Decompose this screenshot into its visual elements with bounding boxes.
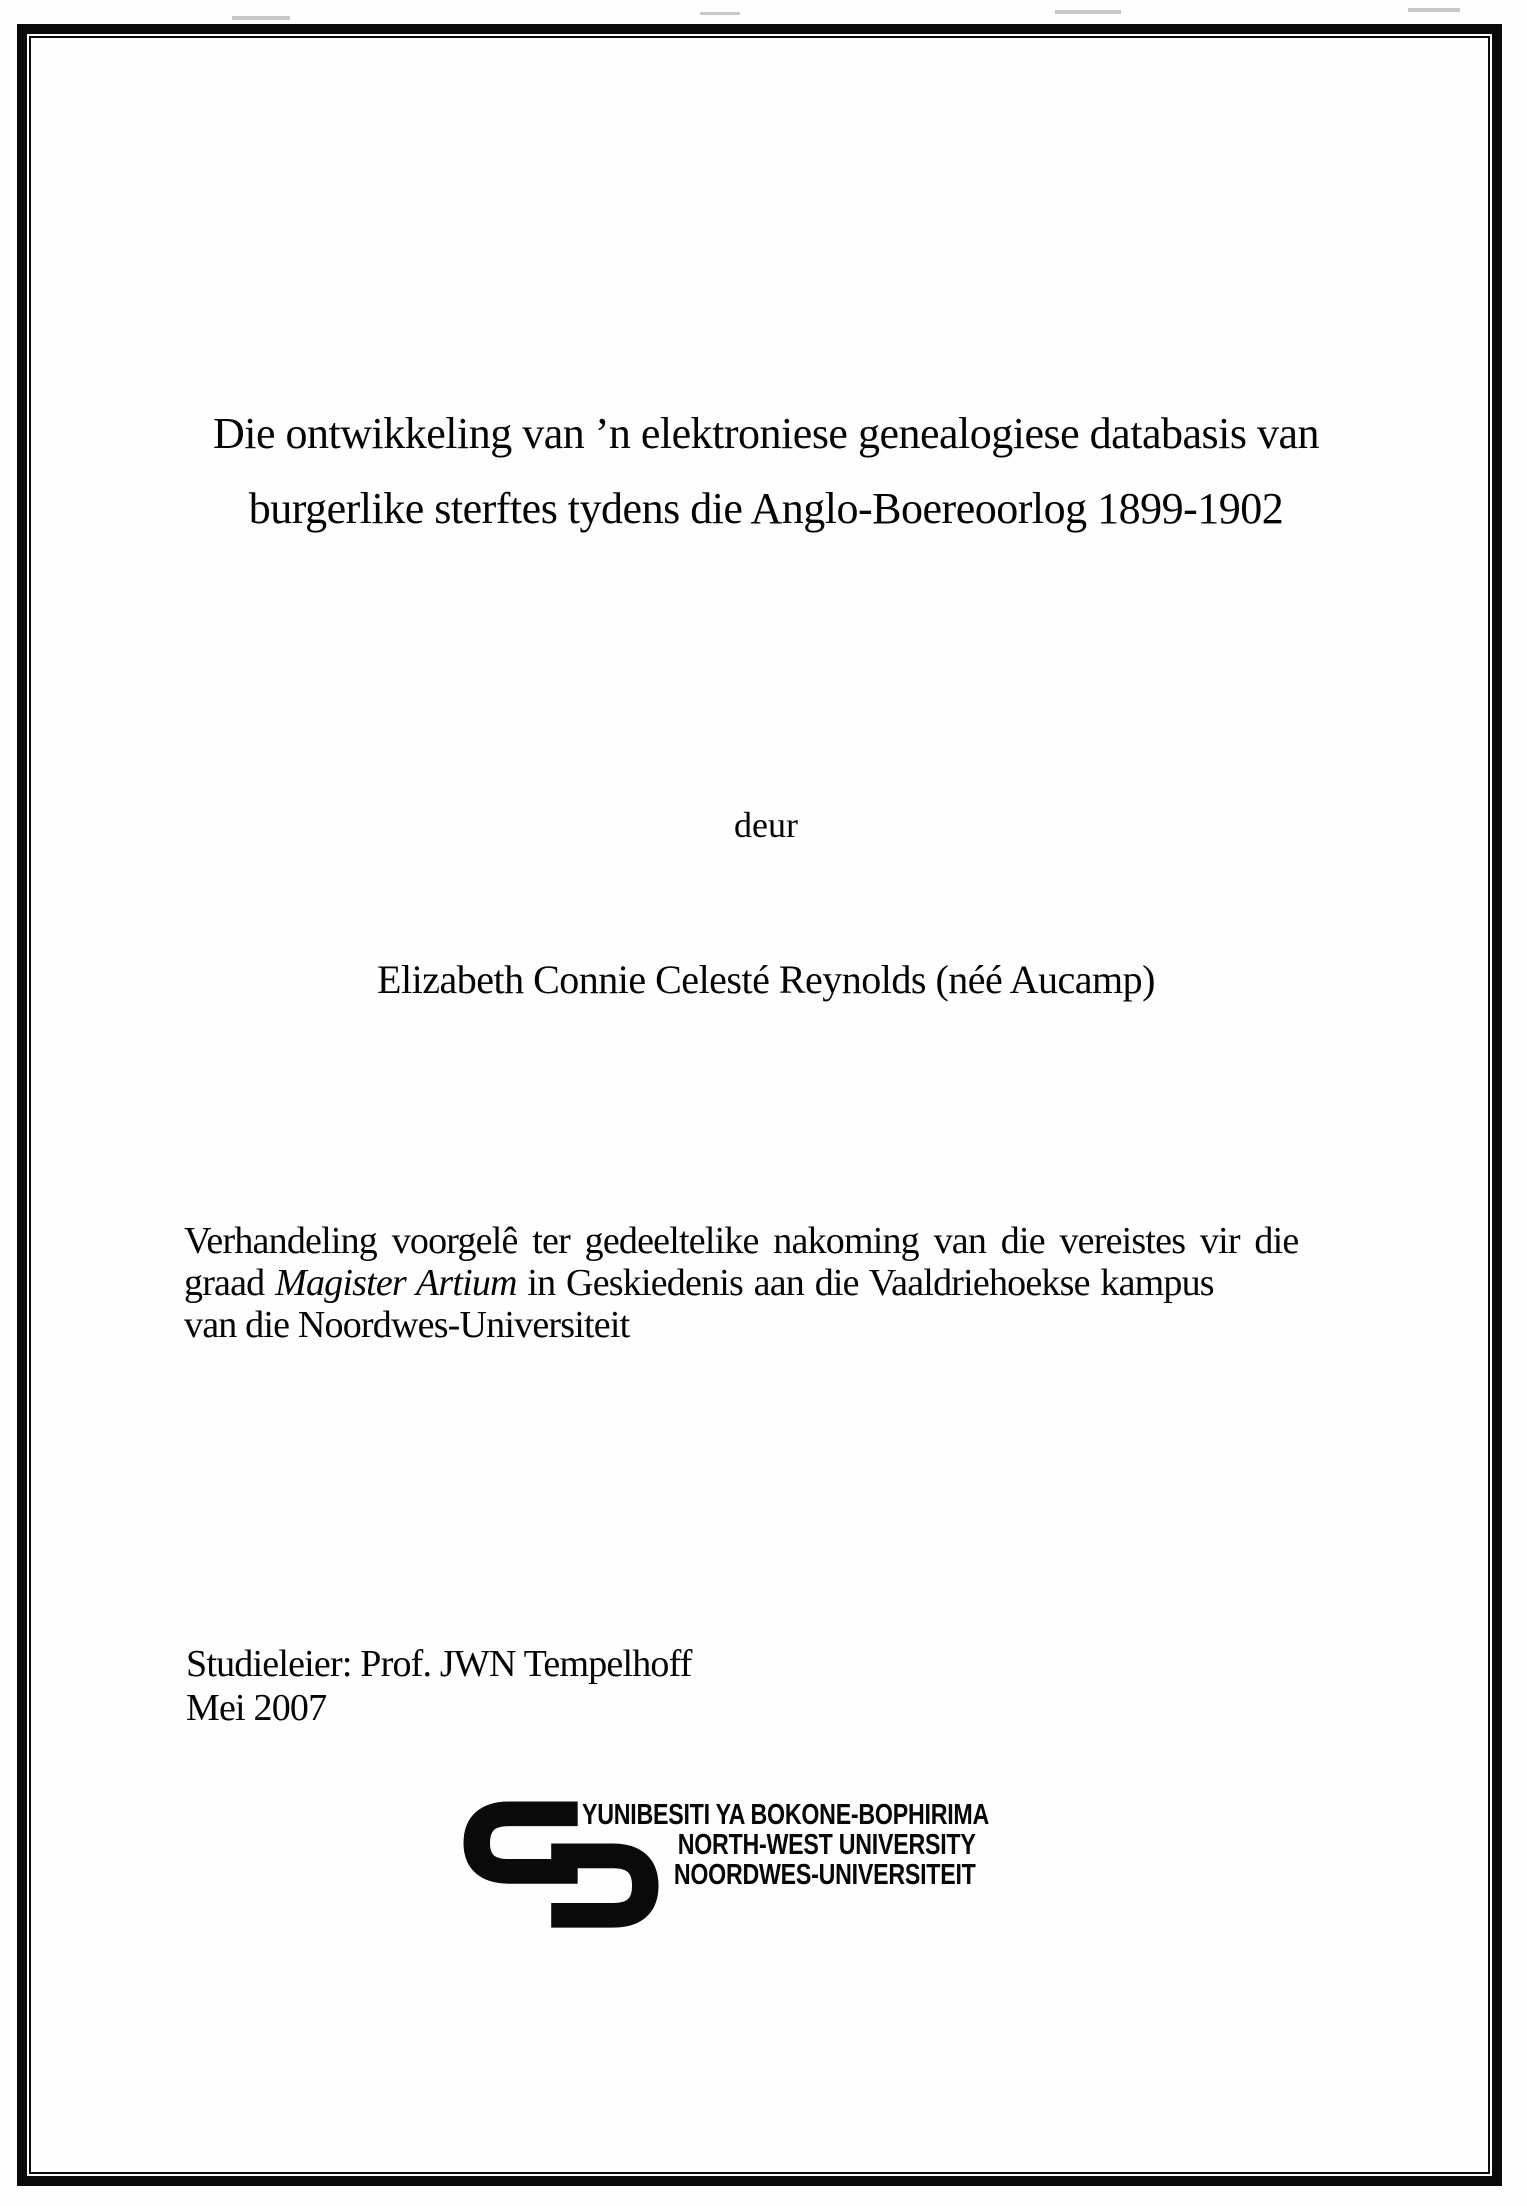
logo-text-afrikaans: NOORDWES-UNIVERSITEIT	[673, 1859, 976, 1891]
byline: deur	[734, 805, 798, 845]
scan-noise-mark	[1408, 8, 1460, 12]
thesis-title	[96, 396, 1436, 546]
logo-text-english: NORTH-WEST UNIVERSITY	[677, 1829, 976, 1861]
supervisor-line: Studieleier: Prof. JWN Tempelhoff	[186, 1643, 692, 1685]
scan-noise-mark	[1055, 10, 1121, 14]
date-line: Mei 2007	[186, 1687, 327, 1729]
thesis-title-line1: Die ontwikkeling van ’n elektroniese genealogiese databasis van	[212, 409, 1319, 458]
scan-noise-mark	[700, 12, 740, 15]
author-name: Elizabeth Connie Celesté Reynolds (néé Aucamp)	[377, 957, 1155, 1002]
thesis-title-line2: burgerlike sterftes tydens die Anglo-Boereoorlog 1899-1902	[248, 484, 1284, 533]
supervisor-block	[186, 1642, 692, 1730]
logo-text-setswana: YUNIBESITI YA BOKONE-BOPHIRIMA	[582, 1799, 990, 1831]
statement-line2-suffix: in Geskiedenis aan die Vaaldriehoekse kampus	[516, 1262, 1214, 1304]
thesis-statement-line3: van die Noordwes-Universiteit	[184, 1304, 630, 1346]
statement-line2-prefix: graad	[184, 1262, 276, 1304]
degree-name: Magister Artium	[275, 1262, 517, 1304]
thesis-statement-line1: Verhandeling voorgelê ter gedeeltelike nakoming van die vereistes vir die	[184, 1220, 1299, 1262]
scan-noise-mark	[232, 16, 290, 20]
university-logo-text	[582, 1799, 990, 1891]
thesis-statement	[184, 1220, 1349, 1346]
thesis-statement-line2	[184, 1262, 1349, 1304]
